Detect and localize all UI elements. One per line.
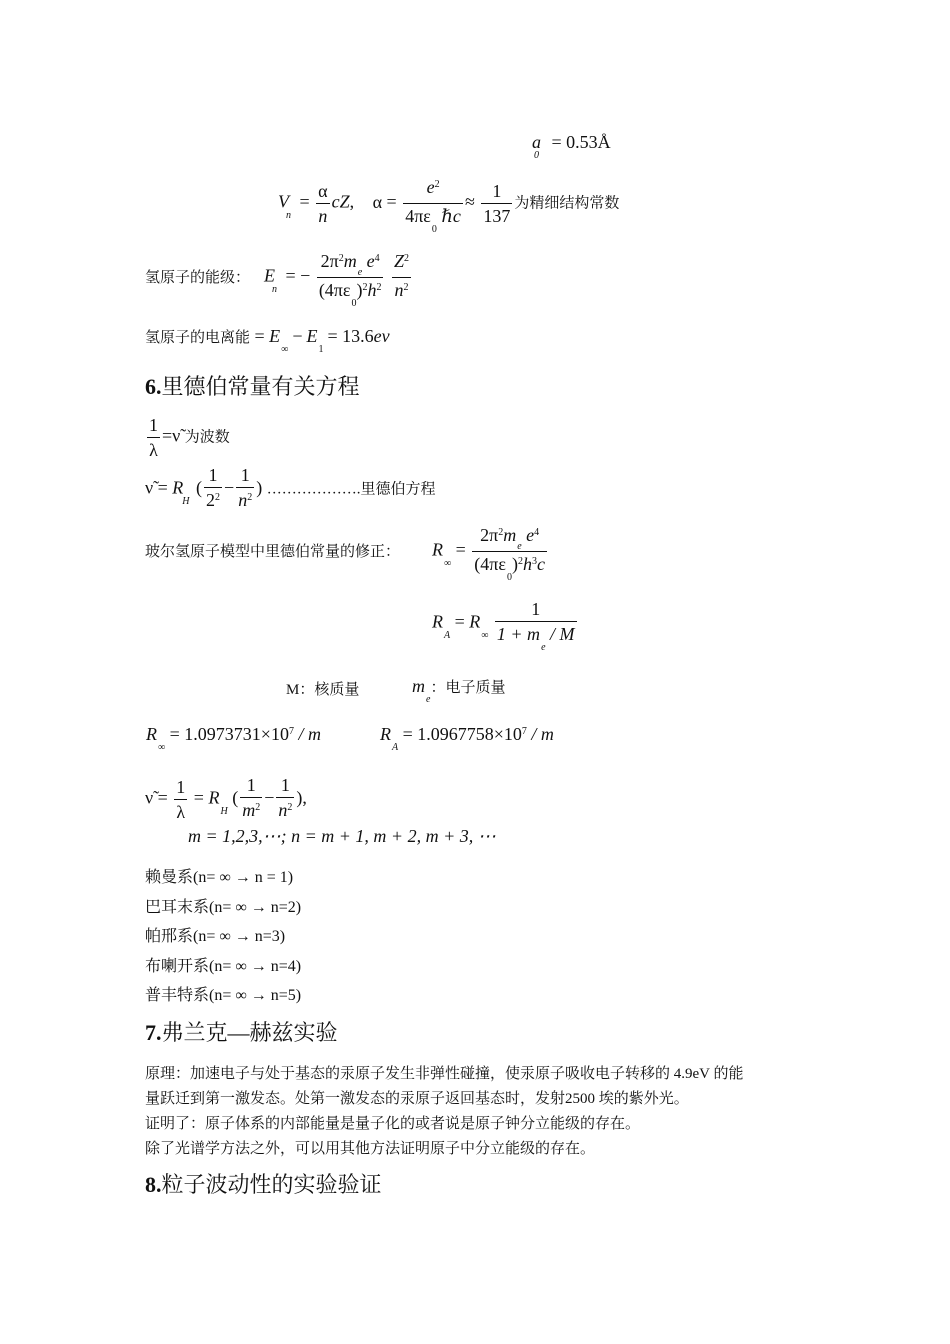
series-item: 赖曼系(n= ∞ → n = 1)	[145, 869, 294, 886]
principle-line: 除了光谱学方法之外，可以用其他方法证明原子中分立能级的存在。	[145, 1141, 596, 1157]
series-item: 普丰特系(n= ∞ → n=5)	[145, 987, 302, 1004]
rydberg-correction-label: 玻尔氢原子模型中里德伯常量的修正：	[145, 544, 401, 560]
general-series-equation: ν̃ = $\frac{1}{\lambda}$ = $R_H$ ( $\frac{1}{m^2}$ − $\frac{1}{n^2}$ ),	[145, 775, 307, 822]
nuclear-mass-note: M：核质量	[286, 682, 360, 698]
energy-level-label: 氢原子的能级：	[145, 270, 251, 286]
series-item: 布喇开系(n= ∞ → n=4)	[145, 957, 302, 975]
section-8-heading: 8.粒子波动性的实验验证	[145, 1172, 382, 1197]
rydberg-equation: ν̃ = $R_H$ ( $\frac{1}{2^2}$ − $\frac{1}{n^2}$ ) ……………….里德伯方程	[145, 465, 436, 510]
frank-hertz-principle	[145, 1062, 743, 1162]
ionization-line: 氢原子的电离能 = $E_\infty - E_1 = 13.6ev$	[145, 326, 390, 355]
principle-line: 证明了：原子体系的内部能量是量子化的或者说是原子钟分立能级的存在。	[145, 1116, 641, 1132]
section-7-heading: 7.弗兰克—赫兹实验	[145, 1020, 338, 1045]
series-index-range: m = 1,2,3,⋯; n = m + 1, m + 2, m + 3, ⋯	[188, 826, 496, 846]
wavenumber-definition: $\frac{1}{\lambda}$ =ν̃ 为波数	[149, 415, 230, 460]
r-infinity-equation: $R_\infty$ = $\frac{2\pi^2m_e e^4}{(4\pi\varepsilon_0)^2h^3c}$	[432, 525, 545, 583]
energy-level-equation: $E_n$ = − $\frac{2\pi^2m_e e^4}{(4\pi\varepsilon_0)^2h^2}$ $\frac{Z^2}{n^2}$	[264, 251, 409, 309]
r-infinity-value: $R_\infty = 1.0973731\times 10^7 / m$	[146, 724, 321, 753]
electron-mass-note: $m_e$：电子质量	[412, 676, 506, 705]
series-item: 帕邢系(n= ∞ → n=3)	[145, 928, 286, 945]
principle-line: 原理：加速电子与处于基态的汞原子发生非弹性碰撞，使汞原子吸收电子转移的 4.9eV 的能	[145, 1066, 744, 1082]
bohr-radius-equation: $a_0$ = 0.53Å	[532, 132, 611, 161]
series-item: 巴耳末系(n= ∞ → n=2)	[145, 898, 302, 916]
series-list	[145, 864, 301, 1012]
principle-line: 量跃迁到第一激发态。处第一激发态的汞原子返回基态时，发射2500 埃的紫外光。	[145, 1091, 689, 1107]
r-a-value: $R_A = 1.0967758\times 10^7 / m$	[380, 724, 554, 753]
section-6-heading: 6.里德伯常量有关方程	[145, 374, 360, 399]
velocity-equation: $V_n$ = $\frac{\alpha}{n}$ cZ, α = $\frac{e^2}{4\pi\varepsilon_0 \hbar c}$ ≈ $\frac{1}{137}$ 为精细结构常数	[278, 177, 620, 235]
r-a-equation: $R_A = R_\infty$ $\frac{1}{1 + m_e / M}$	[432, 599, 575, 653]
